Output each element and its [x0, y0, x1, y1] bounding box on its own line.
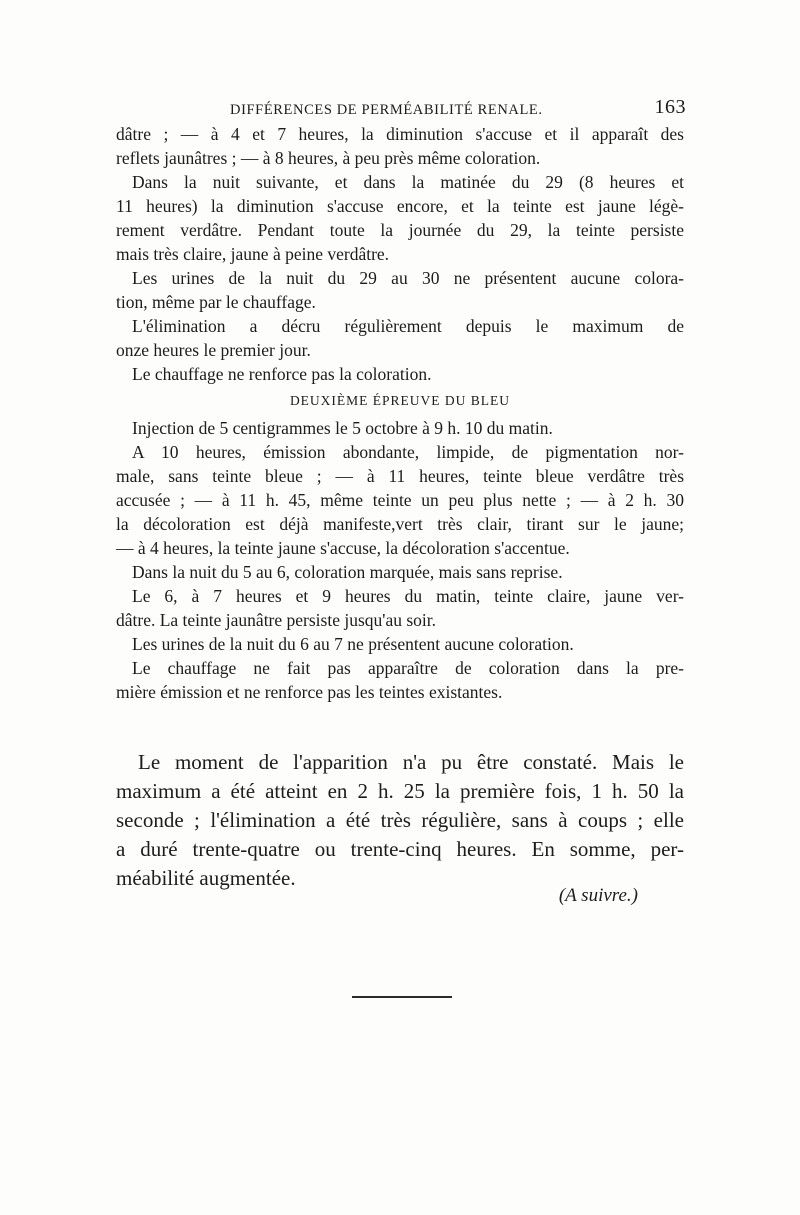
text-line: a duré trente-quatre ou trente-cinq heures. En somme, per-: [116, 837, 684, 861]
text-line: Le chauffage ne fait pas apparaître de coloration dans la pre-: [132, 658, 684, 678]
text-line: A 10 heures, émission abondante, limpide, de pigmentation nor-: [132, 442, 684, 462]
text-line: L'élimination a décru régulièrement depuis le maximum de: [132, 316, 684, 336]
divider-rule: [352, 996, 452, 998]
page-number: 163: [654, 96, 686, 118]
text-line: la décoloration est déjà manifeste,vert très clair, tirant sur le jaune;: [116, 514, 684, 534]
text-line: male, sans teinte bleue ; — à 11 heures, teinte bleue verdâtre très: [116, 466, 684, 486]
section-title: DEUXIÈME ÉPREUVE DU BLEU: [289, 393, 511, 408]
to-be-continued: (A suivre.): [558, 885, 638, 906]
text-line: reflets jaunâtres ; — à 8 heures, à peu près même coloration.: [116, 148, 541, 168]
text-line: Injection de 5 centigrammes le 5 octobre à 9 h. 10 du matin.: [132, 418, 553, 438]
running-title: DIFFÉRENCES DE PERMÉABILITÉ RENALE.: [230, 102, 543, 118]
text-line: Les urines de la nuit du 29 au 30 ne présentent aucune colora-: [132, 268, 684, 288]
text-line: Le moment de l'apparition n'a pu être constaté. Mais le: [138, 750, 684, 774]
text-line: mais très claire, jaune à peine verdâtre.: [116, 244, 390, 264]
text-line: Les urines de la nuit du 6 au 7 ne présentent aucune coloration.: [132, 634, 574, 654]
text-line: accusée ; — à 11 h. 45, même teinte un peu plus nette ; — à 2 h. 30: [116, 490, 684, 510]
text-line: onze heures le premier jour.: [116, 340, 311, 360]
body-text: [116, 122, 684, 704]
text-line: seconde ; l'élimination a été très régulière, sans à coups ; elle: [116, 808, 684, 832]
text-line: rement verdâtre. Pendant toute la journée du 29, la teinte persiste: [116, 220, 684, 240]
text-line: Le 6, à 7 heures et 9 heures du matin, teinte claire, jaune ver-: [132, 586, 684, 606]
text-line: tion, même par le chauffage.: [116, 292, 316, 312]
conclusion-paragraph: [116, 748, 684, 893]
text-line: Le chauffage ne renforce pas la coloration.: [132, 364, 432, 384]
text-line: méabilité augmentée.: [116, 866, 296, 890]
text-line: Dans la nuit du 5 au 6, coloration marquée, mais sans reprise.: [132, 562, 563, 582]
text-line: — à 4 heures, la teinte jaune s'accuse, la décoloration s'accentue.: [116, 538, 570, 558]
text-line: dâtre. La teinte jaunâtre persiste jusqu'au soir.: [116, 610, 436, 630]
text-line: Dans la nuit suivante, et dans la matinée du 29 (8 heures et: [132, 172, 684, 192]
text-line: dâtre ; — à 4 et 7 heures, la diminution s'accuse et il apparaît des: [116, 124, 684, 144]
text-line: mière émission et ne renforce pas les teintes existantes.: [116, 682, 503, 702]
text-line: 11 heures) la diminution s'accuse encore, et la teinte est jaune légè-: [116, 196, 684, 216]
text-line: maximum a été atteint en 2 h. 25 la première fois, 1 h. 50 la: [116, 779, 684, 803]
